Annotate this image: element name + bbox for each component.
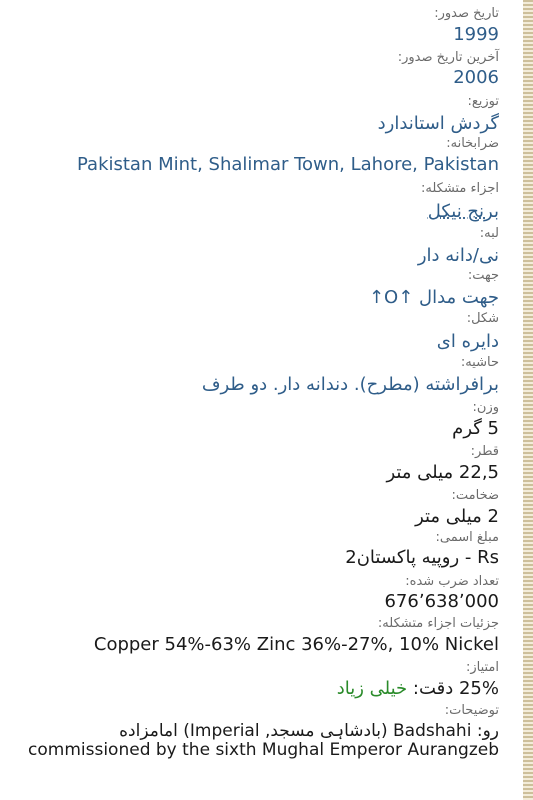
composition-label: اجزاء متشکله: [421, 181, 499, 196]
mintage-value: 676٬638٬000 [384, 591, 499, 612]
composition-link[interactable]: برنج نیکل [427, 201, 499, 222]
composition-value [0, 201, 499, 223]
orientation-value[interactable]: جهت مدال ↑O↑ [368, 287, 499, 308]
diameter-value: 22,5 میلی متر [386, 462, 499, 483]
composition-details-label: جزئیات اجزاء متشکله: [377, 616, 499, 631]
notes-value: رو: Badshahi (بادشاہی مسجد, Imperial) امامزاده commissioned by the sixth Mughal Emperor Aurangzeb [28, 721, 499, 760]
last-issue-date-value: 2006 [453, 67, 499, 88]
distribution-label: توزیع: [467, 94, 499, 109]
mintage-label: تعداد ضرب شده: [405, 574, 499, 589]
diameter-label: قطر: [470, 444, 499, 459]
rating-level: خیلی زیاد [336, 678, 408, 699]
issue-date-value: 1999 [453, 24, 499, 45]
denomination-label: مبلغ اسمی: [435, 530, 499, 545]
rim-value[interactable]: برافراشته (مطرح). دندانه دار. دو طرف [201, 374, 499, 395]
decorative-strip [523, 0, 533, 800]
mint-value[interactable]: Pakistan Mint, Shalimar Town, Lahore, Pakistan [77, 154, 499, 175]
composition-details-value: Copper 54%-63% Zinc 36%-27%, 10% Nickel [93, 634, 499, 655]
rim-label: حاشیه: [460, 355, 499, 370]
thickness-value: 2 میلی متر [415, 506, 499, 527]
edge-value[interactable]: نی/دانه دار [417, 245, 499, 266]
rating-label: امتیاز: [465, 660, 499, 675]
issue-date-label: تاریخ صدور: [434, 6, 499, 21]
rating-prefix: 25% دقت: [412, 678, 499, 699]
weight-label: وزن: [472, 400, 499, 415]
orientation-label: جهت: [467, 268, 499, 283]
weight-value: 5 گرم [452, 418, 499, 439]
shape-value[interactable]: دایره ای [436, 331, 499, 352]
rating-value [0, 678, 499, 700]
notes-label: توضیحات: [444, 703, 499, 718]
distribution-value[interactable]: گردش استاندارد [377, 113, 499, 134]
denomination-value: Rs - روپیه پاکستان2 [345, 547, 499, 568]
edge-label: لبه: [479, 226, 499, 241]
mint-label: ضرابخانه: [446, 136, 499, 151]
thickness-label: ضخامت: [451, 488, 499, 503]
last-issue-date-label: آخرین تاریخ صدور: [397, 50, 499, 65]
shape-label: شکل: [466, 311, 499, 326]
